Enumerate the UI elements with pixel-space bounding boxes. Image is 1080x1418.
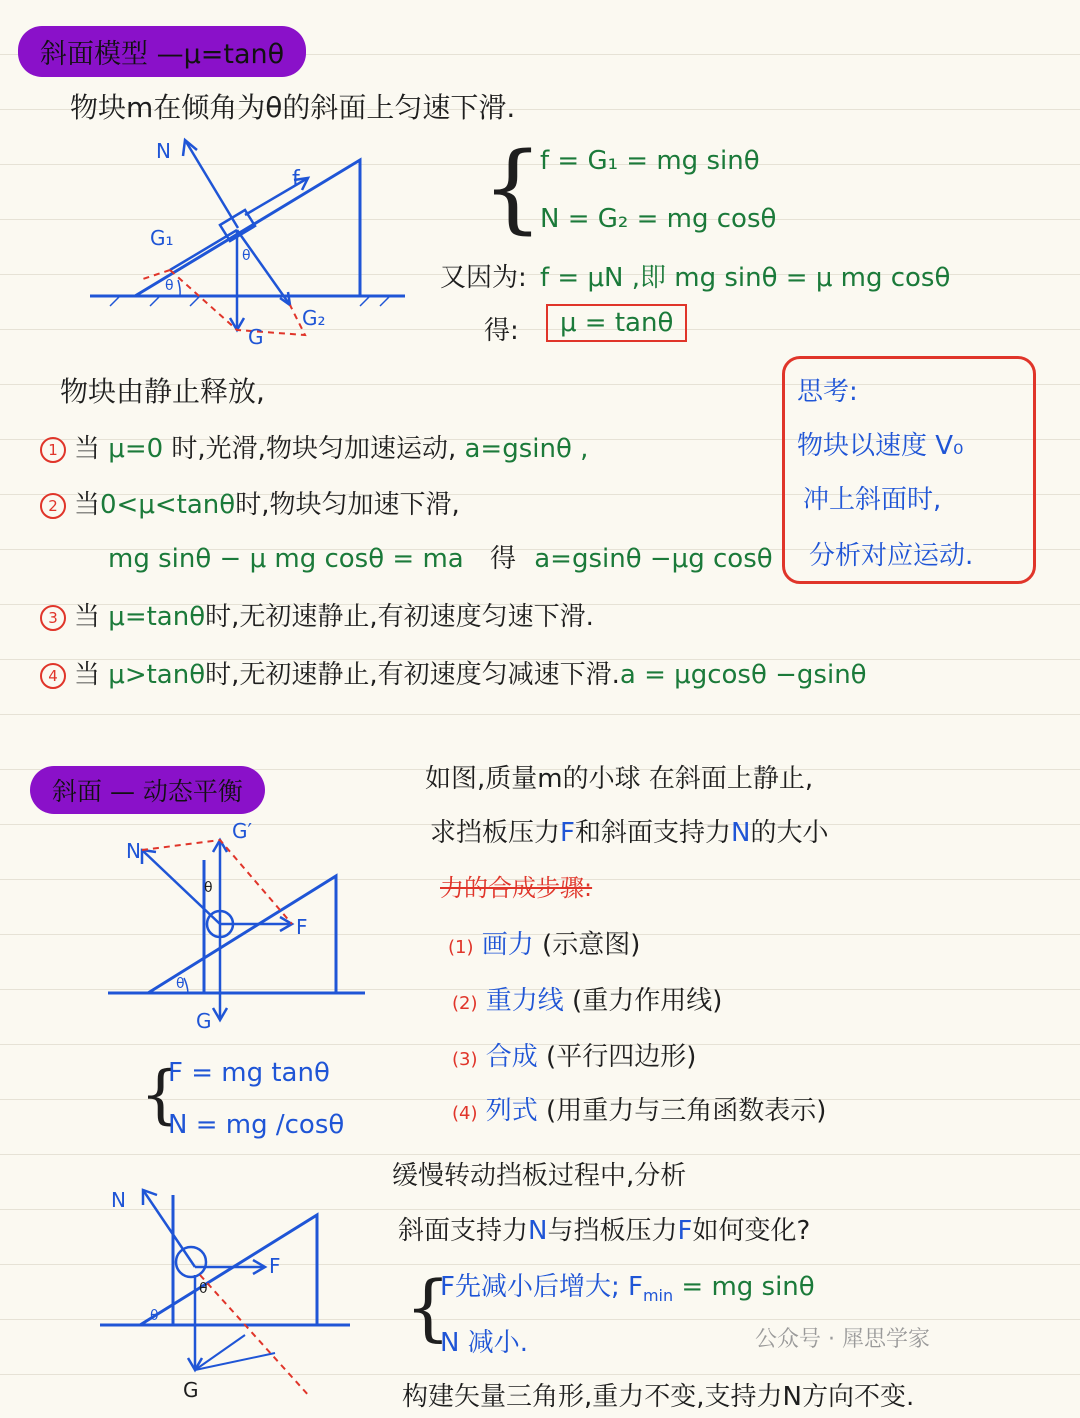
theta-label-6: θ <box>199 1281 208 1297</box>
label-G1: G₁ <box>150 226 174 250</box>
result-box: μ = tanθ <box>546 304 687 342</box>
brace-3: { <box>405 1265 451 1349</box>
label-Gprime: G′ <box>232 819 253 843</box>
g2-component <box>237 230 290 305</box>
case-3: 3 当 μ=tanθ时,无初速静止,有初速度匀速下滑. <box>40 596 594 633</box>
think-line-3: 分析对应运动. <box>809 541 974 571</box>
final-line: 构建矢量三角形,重力不变,支持力N方向不变. <box>402 1382 915 1412</box>
case-1: 1 当 μ=0 时,光滑,物块匀加速运动, a=gsinθ , <box>40 428 588 465</box>
case-number-2: 2 <box>40 493 66 519</box>
step-4: (4) 列式 (用重力与三角函数表示) <box>452 1096 827 1126</box>
case-number-1: 1 <box>40 437 66 463</box>
case-number-4: 4 <box>40 663 66 689</box>
theta-label-1: θ <box>165 278 174 294</box>
dashed-line-3 <box>200 1275 310 1397</box>
label-G: G <box>248 325 264 349</box>
think-box <box>782 356 1036 584</box>
think-line-2: 冲上斜面时, <box>803 485 942 515</box>
question-line-2: 求挡板压力F和斜面支持力N的大小 <box>430 818 829 848</box>
normal-force-arrow <box>185 140 238 228</box>
theta-label-2: θ <box>242 248 251 264</box>
result-label: 得: <box>484 316 519 346</box>
label-F-3: F <box>269 1254 281 1278</box>
equation-f: f = G₁ = mg sinθ <box>540 146 760 176</box>
label-N: N <box>156 139 171 163</box>
think-line-1: 物块以速度 V₀ <box>797 431 964 461</box>
label-G-2: G <box>196 1009 212 1033</box>
g1-component <box>170 230 237 270</box>
incline-diagram-2 <box>100 810 380 1040</box>
case-2-equation: mg sinθ − μ mg cosθ = ma 得 a=gsinθ −μg cosθ <box>108 544 773 574</box>
case-2: 2 当0<μ<tanθ时,物块匀加速下滑, <box>40 484 460 521</box>
section1-intro: 物块m在倾角为θ的斜面上匀速下滑. <box>70 91 516 124</box>
because-label: 又因为: <box>440 263 527 293</box>
section2-title: 斜面 — 动态平衡 <box>30 766 265 814</box>
question-line-1: 如图,质量m的小球 在斜面上静止, <box>425 764 814 794</box>
case-4: 4 当 μ>tanθ时,无初速静止,有初速度匀减速下滑.a = μgcosθ −gsinθ <box>40 654 867 691</box>
label-f: f <box>292 167 300 192</box>
equation-F-2: F = mg tanθ <box>168 1058 330 1088</box>
slow-line-1: 缓慢转动挡板过程中,分析 <box>392 1161 687 1191</box>
label-F-2: F <box>296 915 308 939</box>
incline-surface-3 <box>140 1215 317 1325</box>
slow-line-2: 斜面支持力N与挡板压力F如何变化? <box>398 1216 811 1246</box>
label-G-3: G <box>183 1378 199 1402</box>
case-number-3: 3 <box>40 605 66 631</box>
struck-steps-title: 力的合成步骤: <box>440 874 593 902</box>
incline-diagram-3 <box>95 1175 365 1405</box>
theta-label-3: θ <box>176 976 185 992</box>
answer-N: N 减小. <box>440 1328 528 1358</box>
theta-label-4: θ <box>204 880 213 896</box>
answer-F: F先减小后增大; $F_{min}$ = mg sinθ <box>440 1272 815 1306</box>
step-2: (2) 重力线 (重力作用线) <box>452 986 723 1016</box>
step-1: (1) 画力 (示意图) <box>448 930 641 960</box>
incline-diagram-1 <box>80 130 420 350</box>
because-equation: f = μN ,即 mg sinθ = μ mg cosθ <box>540 263 951 293</box>
label-N-3: N <box>111 1188 126 1212</box>
think-title: 思考: <box>797 377 858 407</box>
equation-N-2: N = mg /cosθ <box>168 1110 345 1140</box>
label-G2: G₂ <box>302 306 326 330</box>
normal-arrow-3 <box>143 1190 195 1267</box>
release-title: 物块由静止释放, <box>60 375 265 408</box>
brace-1: { <box>482 132 544 244</box>
label-N-2: N <box>126 839 141 863</box>
step-3: (3) 合成 (平行四边形) <box>452 1042 697 1072</box>
theta-label-5: θ <box>150 1308 159 1324</box>
equation-N: N = G₂ = mg cosθ <box>540 204 777 234</box>
section1-title: 斜面模型 —μ=tanθ <box>18 26 306 77</box>
watermark: 公众号 · 犀思学家 <box>755 1327 930 1352</box>
brace-2: { <box>140 1058 181 1132</box>
